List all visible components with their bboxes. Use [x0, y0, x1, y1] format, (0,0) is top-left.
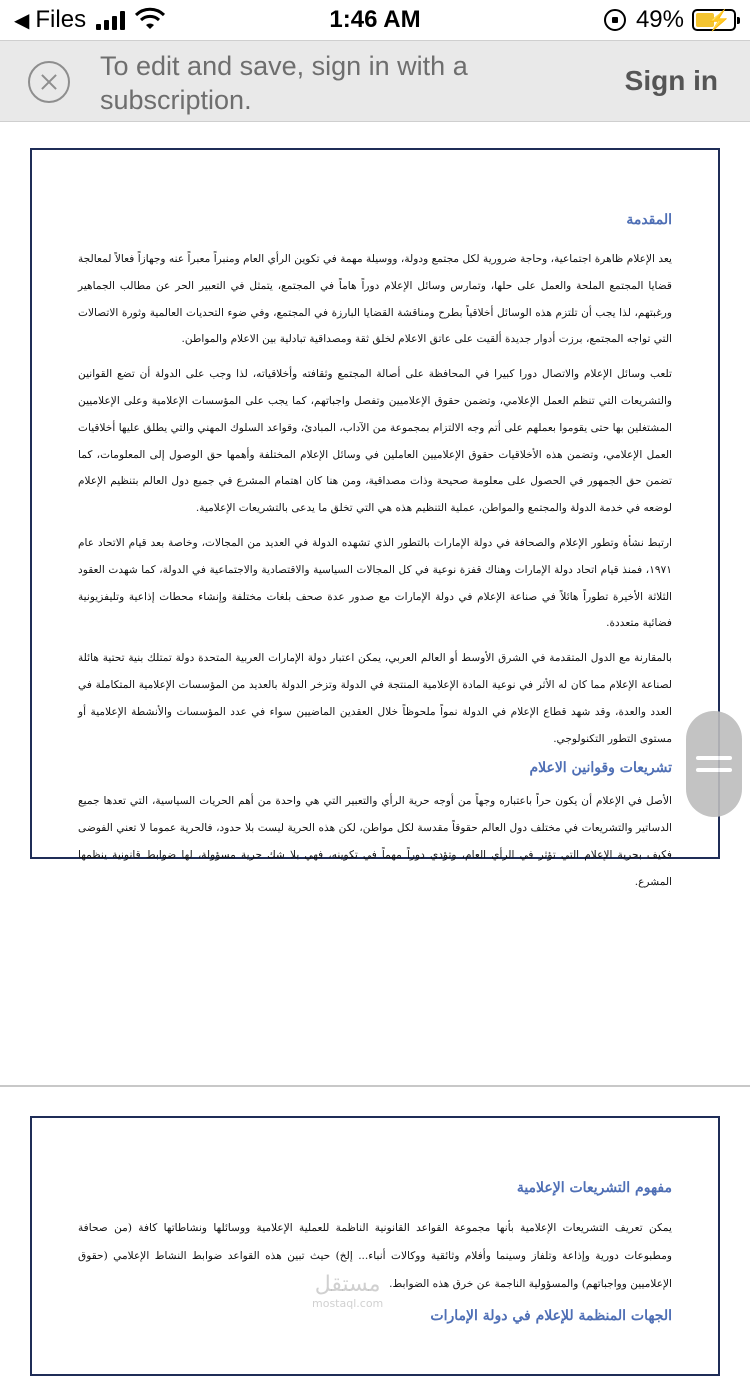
charging-icon: ⚡: [706, 10, 731, 32]
watermark-logo: [312, 1272, 383, 1310]
page-content: [78, 212, 672, 904]
scroll-handle[interactable]: [686, 711, 742, 817]
battery-icon: [692, 9, 736, 31]
section-heading: الجهات المنظمة للإعلام في دولة الإمارات: [430, 1308, 672, 1324]
subscription-banner: [0, 40, 750, 122]
watermark-url: mostaql.com: [312, 1297, 384, 1310]
sign-in-button[interactable]: Sign in: [624, 65, 718, 96]
paragraph: الأصل في الإعلام أن يكون حراً باعتباره وجهاً من أوجه حرية الرأي والتعبير التي هي واحدة من أهم الحريات السياسية، التي تعدها جميع الدساتير والتشريعات في مختلف دول العالم حقوقاً مقدسة لكل مواطن، لكن هذه الحرية ليست بلا حدود، فالحرية عموما لا تعني الفوضى فكيف بحرية الإعلام التي تؤثر في الرأي العام، وتؤدي دوراً مهماً في تكوينه، فهي بلا شك حرية مسؤولة، لها ضوابط قانونية ينظمها المشرع.: [78, 795, 672, 888]
paragraph: ارتبط نشأة وتطور الإعلام والصحافة في دولة الإمارات بالتطور الذي تشهده الدولة في العديد من المجالات، وخاصة بعد قيام الاتحاد عام ١٩٧١، فمنذ قيام اتحاد دولة الإمارات وهناك قفزة نوعية في كل المجالات السياسية والاقتصادية والاجتماعية في الدولة، كما شهدت العقود الثلاثة الأخيرة تطوراً هائلاً في صناعة الإعلام في دولة الإمارات مع صدور عدة صحف بلغات مختلفة وإنشاء محطات إذاعية وتليفزيونية فضائية متعددة.: [78, 536, 672, 630]
orientation-lock-icon: [604, 9, 626, 31]
back-arrow-icon: ◀: [14, 9, 30, 32]
close-icon[interactable]: [28, 61, 70, 103]
section-heading: المقدمة: [626, 212, 672, 228]
page-separator: [0, 1085, 750, 1087]
paragraph: تلعب وسائل الإعلام والاتصال دورا كبيرا في المحافظة على أصالة المجتمع وثقافته وأخلاقياته، لذا وجب على الدولة أن تضع القوانين والتشريعات التي تنظم العمل الإعلامي، وتضمن حقوق الإعلاميين وتفصل واجباتهم، كما يجب على المؤسسات الإعلامية وعلى الإعلاميين المشتغلين بها حتى يقوموا بعملهم على أتم وجه الالتزام بمجموعة من الآداب، المبادئ، وقواعد السلوك المهني والتي يطلق عليها أخلاقيات العمل الإعلامي، وتضمن هذه الأخلاقيات حقوق الإعلاميين العاملين في وسائل الإعلام المختلفة وأهمها حق الوصول إلى المعلومات، كما تضمن حق الجمهور في الحصول على معلومة صحيحة وذات مصداقية، ومن هنا كان اهتمام المشرع في جميع دول العالم بتنظيم الإعلام لوضعه في خدمة الدولة والمجتمع والمواطن، عملية التنظيم هذه هي التي تخلق ما يدعى بالتشريعات الإعلامية.: [78, 368, 673, 515]
paragraph: بالمقارنة مع الدول المتقدمة في الشرق الأوسط أو العالم العربي، يمكن اعتبار دولة الإمارات العربية المتحدة دولة تمتلك بنية تحتية هائلة لصناعة الإعلام مما كان له الأثر في نوعية المادة الإعلامية المنتجة في الدولة وتزخر الدولة بالعديد من المؤسسات الإعلامية المتكاملة في العدد والعدة، وقد شهد قطاع الإعلام في الدولة نمواً ملحوظاً خلال العقدين الماضيين سواء في عدد المؤسسات والأنشطة الإعلامية أو مستوى التطور التكنولوجي.: [78, 652, 672, 745]
section-heading: تشريعات وقوانين الاعلام: [529, 760, 672, 777]
grip-line: [696, 756, 732, 760]
document-viewer[interactable]: [0, 123, 750, 1334]
status-time: 1:46 AM: [329, 6, 421, 33]
paragraph: يمكن تعريف التشريعات الإعلامية بأنها مجموعة القواعد القانونية الناظمة للعملية الإعلامية ووسائلها ونشاطاتها كافة (من صحافة ومطبوعات دورية وإذاعة وتلفاز وسينما وأفلام وثائقية ووكالات أنباء... إلخ) حيث تبين هذه القواعد ضوابط النشاط الإعلامي (حقوق الإعلاميين وواجباتهم) والمسؤولية الناجمة عن خرق هذه الضوابط.: [78, 1222, 672, 1290]
section-heading: مفهوم التشريعات الإعلامية: [516, 1180, 672, 1196]
banner-message: To edit and save, sign in with a subscription.: [100, 51, 468, 115]
status-bar: [0, 0, 750, 40]
document-page: [30, 1116, 720, 1376]
paragraph: يعد الإعلام ظاهرة اجتماعية، وحاجة ضرورية لكل مجتمع ودولة، ووسيلة مهمة في تكوين الرأي العام ومنبراً معبراً عنه وجهازاً فعالاً لمعالجة قضايا المجتمع الملحة والعمل على حلها، وتمارس وسائل الإعلام دوراً هاماً في المجتمع، يتمثل في التعبير الحر عن مطالب الجماهير ورغبتهم، لذا يجب أن تلتزم هذه الوسائل أخلاقياً بطرح ومناقشة القضايا البارزة في المجتمع، وفي ضوء التحديات العالمية وثورة الاتصالات التي تواجه المجتمع، برزت أدوار جديدة ألقيت على عاتق الاعلام لخلق ثقة ومصداقية تبادلية بين الاعلام والمواطن.: [78, 253, 673, 346]
back-app-label: Files: [35, 6, 87, 33]
document-page: [30, 148, 720, 888]
battery-percent: 49%: [635, 6, 684, 33]
status-right: [604, 6, 736, 34]
watermark-text: مستقل: [314, 1272, 381, 1297]
grip-line: [696, 768, 732, 772]
